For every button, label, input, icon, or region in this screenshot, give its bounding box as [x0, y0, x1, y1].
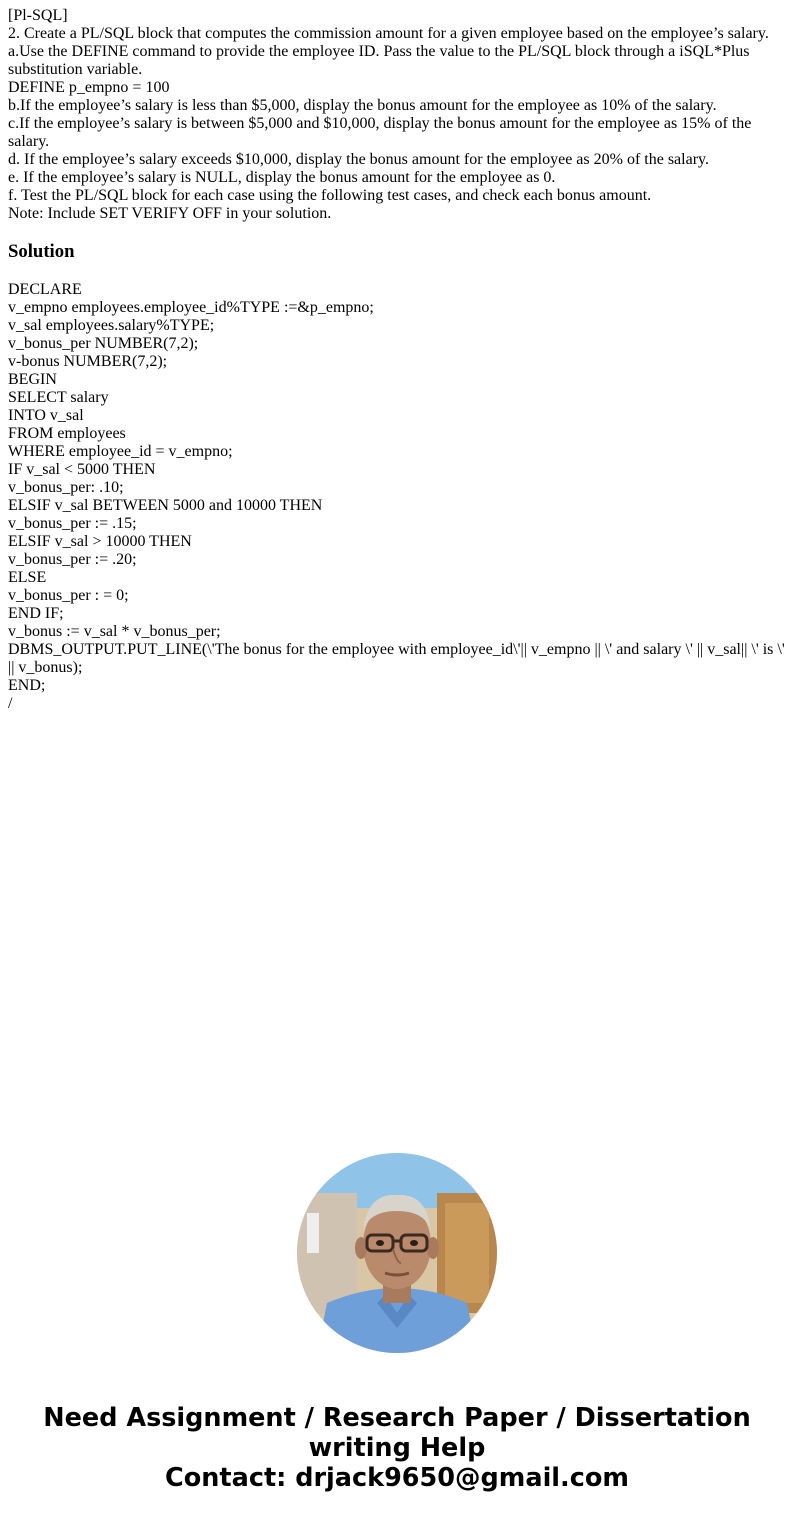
footer-banner	[0, 1403, 794, 1493]
code-line: v_sal employees.salary%TYPE;	[8, 317, 215, 334]
author-avatar	[297, 1153, 497, 1353]
code-line: END;	[8, 677, 46, 694]
footer-subheadline: writing Help	[308, 1433, 486, 1463]
solution-heading: Solution	[8, 241, 75, 262]
code-line: INTO v_sal	[8, 407, 84, 424]
code-line: v_bonus_per NUMBER(7,2);	[8, 335, 199, 352]
code-line: END IF;	[8, 605, 64, 622]
question-line: 2. Create a PL/SQL block that computes the commission amount for a given employee based on the employee’s salary.	[8, 25, 769, 42]
question-line: a.Use the DEFINE command to provide the employee ID. Pass the value to the PL/SQL block through a iSQL*Plus substitution variable.	[8, 43, 750, 78]
code-line: v_empno employees.employee_id%TYPE :=&p_empno;	[8, 299, 374, 316]
code-line: DBMS_OUTPUT.PUT_LINE(\'The bonus for the employee with employee_id\'|| v_empno || \' and salary \' || v_sal|| \' is \' || v_bonus);	[8, 641, 785, 676]
code-line: BEGIN	[8, 371, 57, 388]
question-line: e. If the employee’s salary is NULL, display the bonus amount for the employee as 0.	[8, 169, 556, 186]
question-line: DEFINE p_empno = 100	[8, 79, 170, 96]
code-line: SELECT salary	[8, 389, 109, 406]
question-line: [Pl-SQL]	[8, 7, 68, 24]
author-portrait-image	[297, 1153, 497, 1353]
code-line: v_bonus_per : = 0;	[8, 587, 129, 604]
code-line: v_bonus := v_sal * v_bonus_per;	[8, 623, 221, 640]
code-line: ELSIF v_sal BETWEEN 5000 and 10000 THEN	[8, 497, 323, 514]
code-line: /	[8, 695, 13, 712]
question-line: f. Test the PL/SQL block for each case using the following test cases, and check each bonus amount.	[8, 187, 652, 204]
code-line: IF v_sal < 5000 THEN	[8, 461, 156, 478]
code-line: v_bonus_per: .10;	[8, 479, 124, 496]
footer-contact: Contact: drjack9650@gmail.com	[165, 1463, 629, 1493]
code-line: DECLARE	[8, 281, 82, 298]
code-line: WHERE employee_id = v_empno;	[8, 443, 233, 460]
question-block	[8, 7, 786, 223]
solution-code	[8, 281, 786, 713]
question-line: d. If the employee’s salary exceeds $10,000, display the bonus amount for the employee as 20% of the salary.	[8, 151, 709, 168]
code-line: v-bonus NUMBER(7,2);	[8, 353, 168, 370]
footer-headline: Need Assignment / Research Paper / Dissertation	[43, 1403, 751, 1433]
code-line: FROM employees	[8, 425, 126, 442]
question-line: Note: Include SET VERIFY OFF in your solution.	[8, 205, 332, 222]
code-line: ELSIF v_sal > 10000 THEN	[8, 533, 192, 550]
code-line: v_bonus_per := .15;	[8, 515, 137, 532]
question-line: b.If the employee’s salary is less than $5,000, display the bonus amount for the employee as 10% of the salary.	[8, 97, 717, 114]
document-body	[8, 7, 786, 713]
code-line: v_bonus_per := .20;	[8, 551, 137, 568]
question-line: c.If the employee’s salary is between $5,000 and $10,000, display the bonus amount for the employee as 15% of the salary.	[8, 115, 752, 150]
code-line: ELSE	[8, 569, 47, 586]
